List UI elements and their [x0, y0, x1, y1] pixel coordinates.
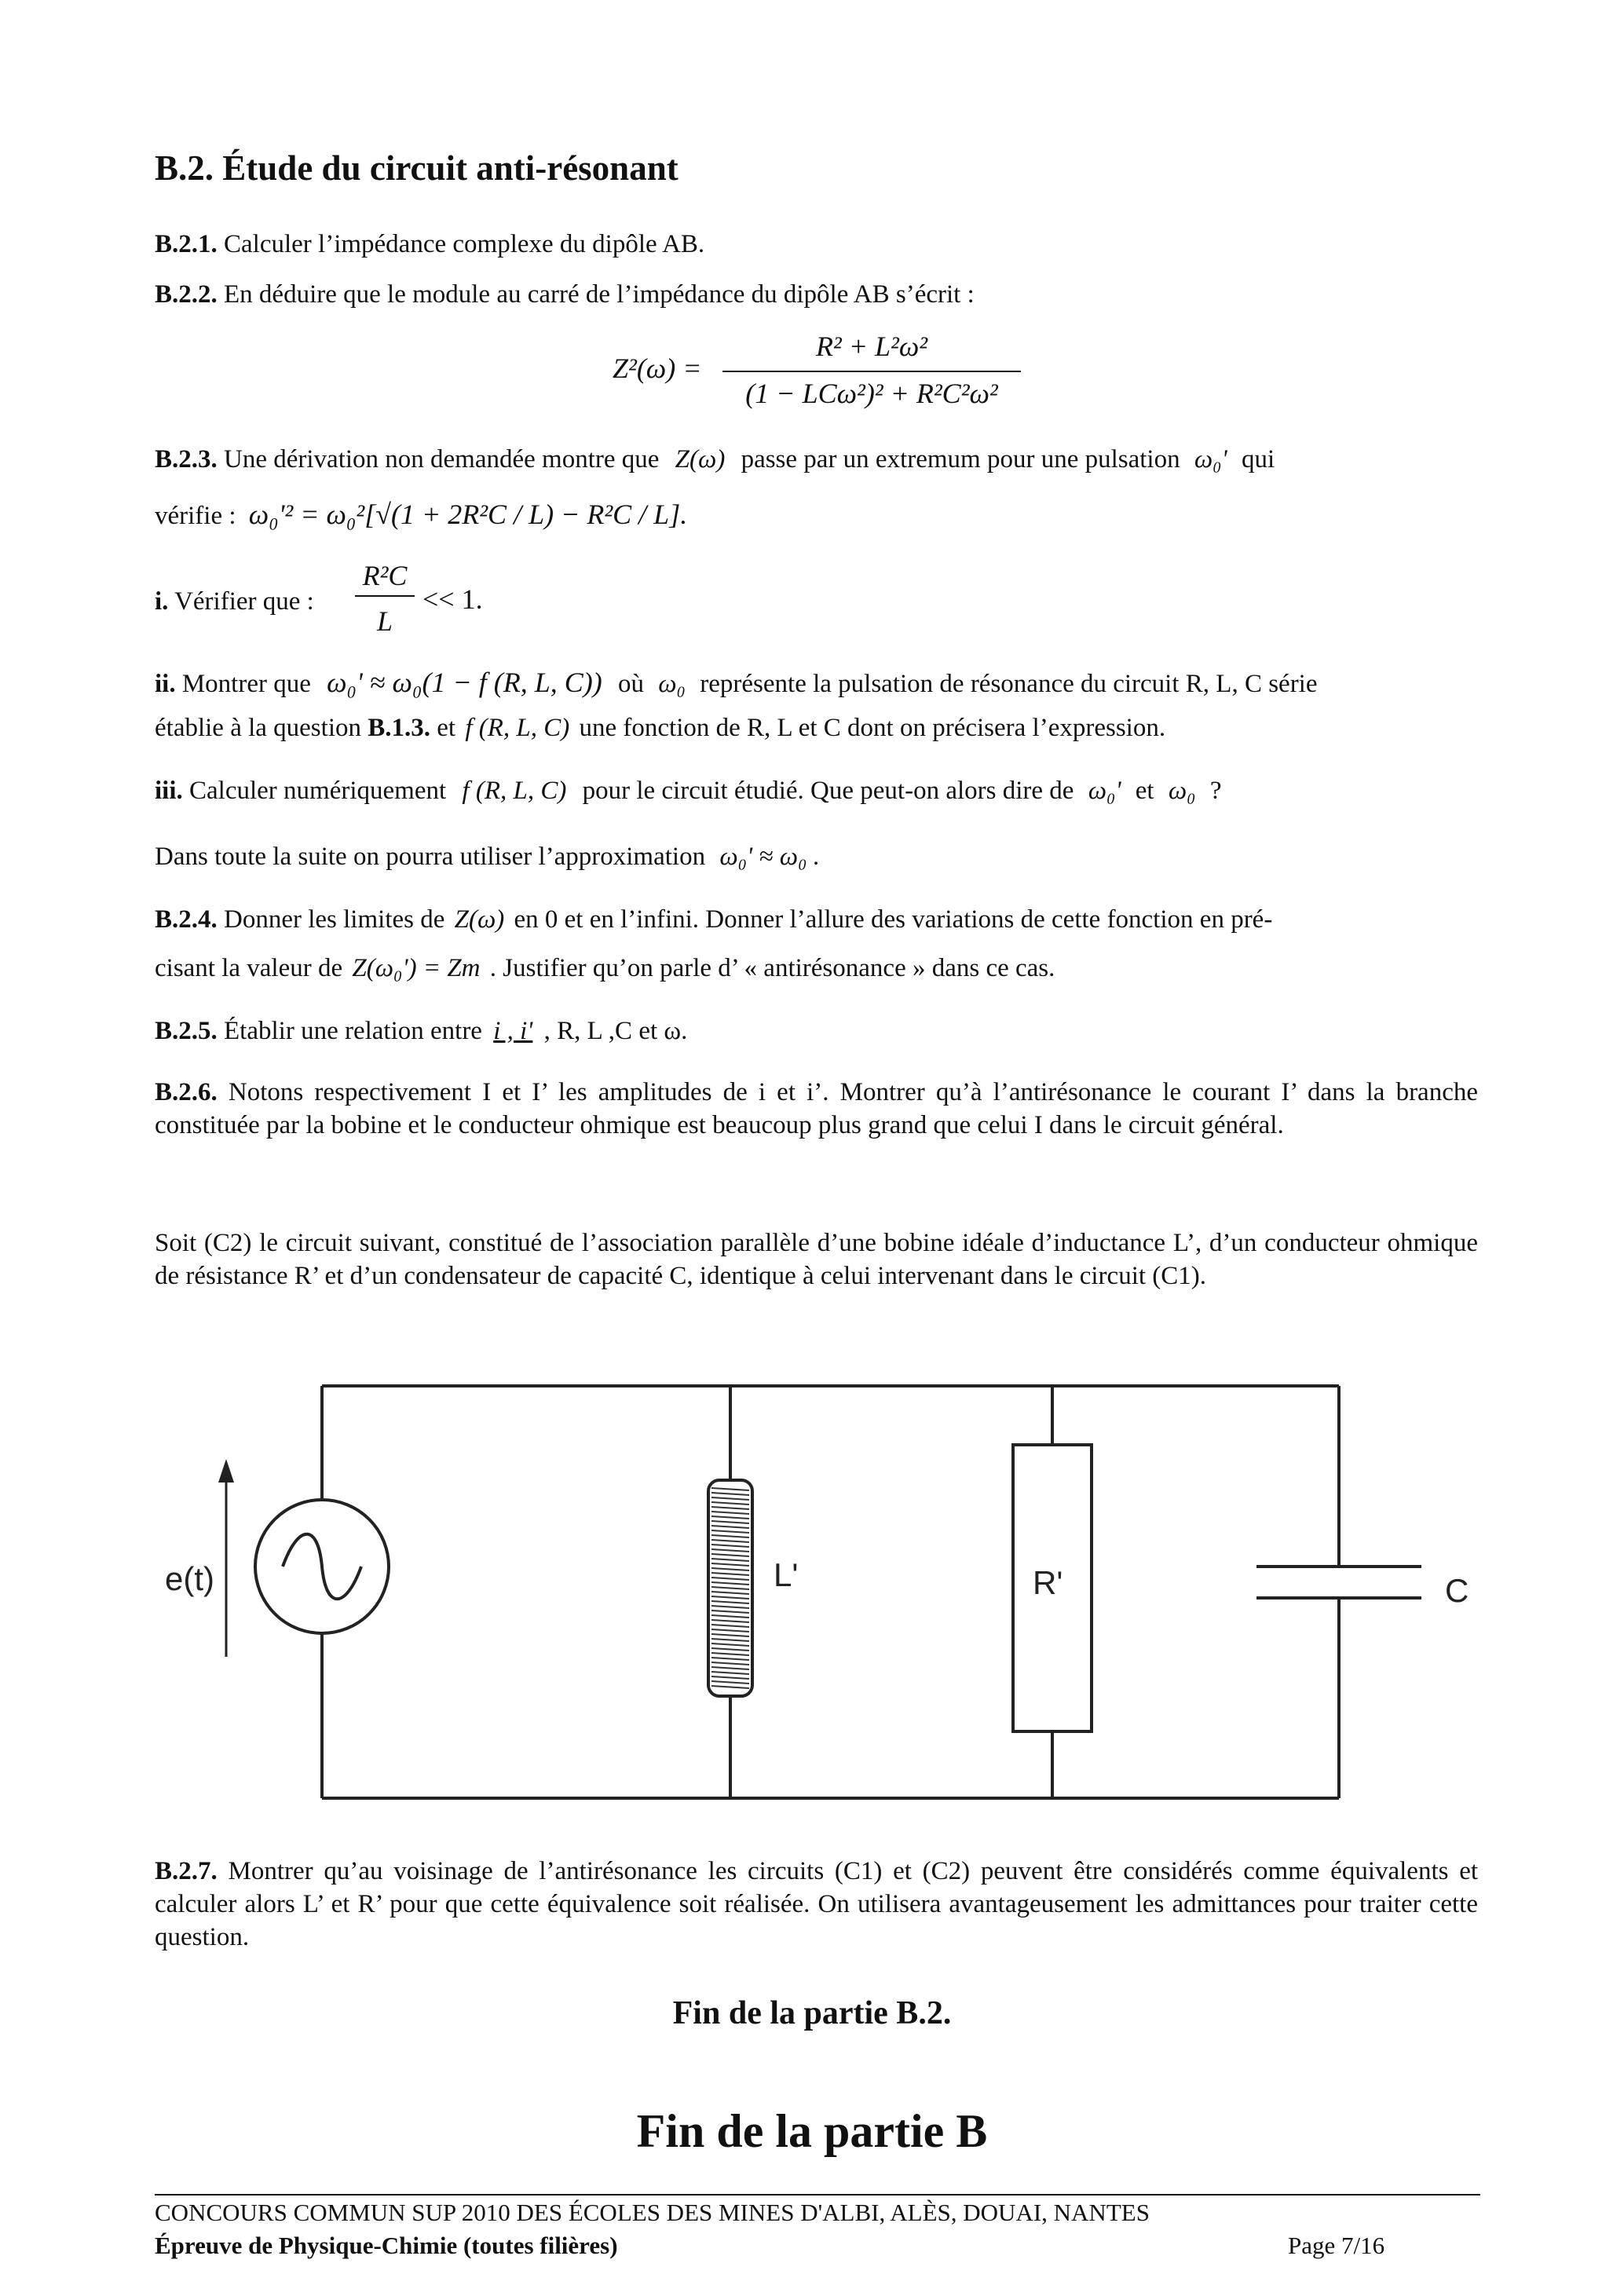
- omega0: ω₀: [1168, 777, 1196, 805]
- ii-expression: ω₀' ≈ ω₀(1 − f (R, L, C)): [327, 667, 602, 698]
- end-part-b: Fin de la partie B: [636, 2105, 988, 2157]
- question-number: B.2.3.: [155, 445, 218, 473]
- footer-contest: CONCOURS COMMUN SUP 2010 DES ÉCOLES DES MINES D'ALBI, ALÈS, DOUAI, NANTES: [155, 2199, 1150, 2226]
- arrow-head-icon: [218, 1459, 234, 1483]
- question-number: B.2.1.: [155, 230, 218, 258]
- f-rlc: f (R, L, C): [462, 777, 567, 805]
- question-text: où: [618, 670, 644, 698]
- question-number: i.: [155, 587, 169, 616]
- z-omega: Z(ω): [454, 905, 505, 934]
- question-text: En déduire que le module au carré de l’impédance du dipôle AB s’écrit :: [224, 280, 975, 309]
- question-number: B.2.4.: [155, 905, 218, 934]
- question-text: vérifie :: [155, 502, 236, 530]
- question-text: qui: [1241, 445, 1275, 473]
- omega0-prime: ω₀': [1194, 445, 1227, 473]
- capacitor-label: C: [1445, 1572, 1469, 1609]
- omega0: ω₀: [658, 670, 686, 698]
- question-text: établie à la question: [155, 714, 361, 742]
- inductor-label: L': [774, 1556, 799, 1593]
- question-text: Calculer numériquement: [189, 777, 447, 805]
- omega0-prime-squared-eq: ω₀'² = ω₀²[√(1 + 2R²C / L) − R²C / L].: [248, 499, 688, 530]
- resistor-label: R': [1033, 1564, 1063, 1601]
- question-b227: [155, 1855, 1478, 1954]
- sine-wave-icon: [283, 1534, 361, 1600]
- question-text: Établir une relation entre: [224, 1017, 482, 1045]
- question-b226: [155, 1076, 1478, 1142]
- question-text: Une dérivation non demandée montre que: [224, 445, 660, 473]
- question-text: , R, L ,C et ω.: [543, 1017, 688, 1045]
- question-text: représente la pulsation de résonance du circuit R, L, C série: [700, 670, 1318, 698]
- question-ii-line1: [155, 666, 1318, 700]
- question-b221: [155, 228, 704, 261]
- question-number: B.2.2.: [155, 280, 218, 309]
- question-text: Dans toute la suite on pourra utiliser l’approximation: [155, 843, 706, 871]
- question-text: ?: [1209, 777, 1222, 805]
- z-omega0-prime: Z(ω₀') = Zm: [352, 954, 481, 982]
- question-b225: [155, 1015, 687, 1047]
- question-number: B.2.5.: [155, 1017, 218, 1045]
- approximation-note: [155, 840, 820, 873]
- question-text: . Justifier qu’on parle d’ « antirésonance » dans ce cas.: [489, 954, 1055, 982]
- question-text: et: [1135, 777, 1154, 805]
- question-text: Notons respectivement I et I’ les amplitudes de i et i’. Montrer qu’à l’antirésonance le courant I’ dans la branche constituée par la bobine et le conducteur ohmique est beaucoup plus grand que celui I dans le circuit général.: [155, 1078, 1478, 1139]
- z2-numerator: R² + L²ω²: [815, 331, 928, 362]
- question-b224-line1: [155, 903, 1272, 936]
- footer-rule: [155, 2194, 1480, 2195]
- question-b223-line1: [155, 443, 1275, 476]
- frac-numerator: R²C: [362, 560, 408, 591]
- question-number: B.2.6.: [155, 1078, 218, 1106]
- omega0-prime: ω₀': [1088, 777, 1121, 805]
- question-ii-line2: [155, 711, 1165, 744]
- question-text: Vérifier que :: [174, 587, 314, 616]
- question-text: en 0 et en l’infini. Donner l’allure des variations de cette fonction en pré-: [514, 905, 1273, 934]
- currents-i-iprime: i , i': [493, 1017, 533, 1045]
- section-title: B.2. Étude du circuit anti-résonant: [155, 148, 678, 188]
- question-text: Calculer l’impédance complexe du dipôle AB.: [224, 230, 705, 258]
- question-i: [155, 585, 314, 618]
- question-number: B.2.7.: [155, 1857, 218, 1885]
- question-text: Donner les limites de: [224, 905, 445, 934]
- question-b222: [155, 278, 975, 311]
- question-text: pour le circuit étudié. Que peut-on alors dire de: [582, 777, 1074, 805]
- z2-denominator: (1 − LCω²)² + R²C²ω²: [745, 378, 998, 409]
- c2-intro: Soit (C2) le circuit suivant, constitué de l’association parallèle d’une bobine idéale d’inductance L’, d’un conducteur ohmique de résistance R’ et d’un condensateur de capacité C, identique à celui intervenant dans le circuit (C1).: [155, 1229, 1478, 1290]
- footer-exam: Épreuve de Physique-Chimie (toutes filières): [155, 2232, 618, 2259]
- question-ref: B.1.3.: [368, 714, 431, 742]
- question-text: cisant la valeur de: [155, 954, 343, 982]
- source-label: e(t): [165, 1560, 214, 1597]
- end-part-b2: Fin de la partie B.2.: [672, 1995, 952, 2031]
- question-text: et: [437, 714, 456, 742]
- question-number: iii.: [155, 777, 183, 805]
- question-b223-line2: [155, 498, 687, 532]
- question-text: Montrer que: [181, 670, 311, 698]
- circuit-diagram: [141, 1366, 1469, 1822]
- fraction-bar: [722, 371, 1021, 372]
- f-rlc: f (R, L, C): [465, 714, 570, 742]
- question-text: une fonction de R, L et C dont on précisera l’expression.: [579, 714, 1166, 742]
- question-text: Montrer qu’au voisinage de l’antirésonance les circuits (C1) et (C2) peuvent être considérés comme équivalents et calculer alors L’ et R’ pour que cette équivalence soit réalisée. On utilisera avantageusement les admittances pour traiter cette question.: [155, 1857, 1479, 1951]
- z2-lhs: Z²(ω) =: [613, 353, 702, 384]
- question-number: ii.: [155, 670, 176, 698]
- question-b224-line2: [155, 952, 1055, 985]
- fraction-bar: [355, 595, 415, 597]
- approx-expression: ω₀' ≈ ω₀ .: [719, 843, 821, 871]
- question-iii: [155, 774, 1222, 807]
- much-less-than-one: << 1.: [422, 583, 483, 615]
- question-text: passe par un extremum pour une pulsation: [741, 445, 1180, 473]
- z-omega: Z(ω): [675, 445, 726, 473]
- frac-denominator: L: [376, 605, 393, 637]
- page-number: Page 7/16: [1288, 2232, 1385, 2259]
